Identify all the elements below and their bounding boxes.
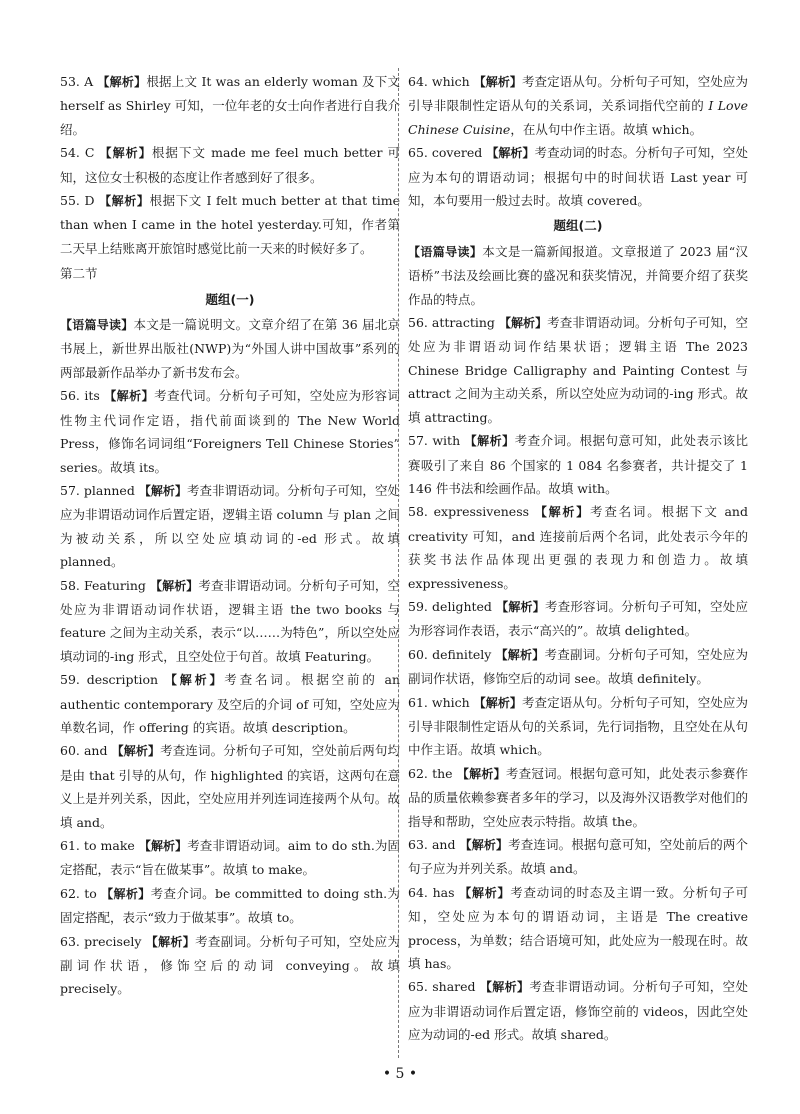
answer-number: 59. description <box>60 672 159 688</box>
answer-item <box>60 141 400 189</box>
left-answer-list-b <box>60 384 400 1001</box>
left-column <box>60 70 400 1001</box>
answer-number: 62. to <box>60 885 97 901</box>
analysis-tag: 【解析】 <box>104 389 155 404</box>
answer-item <box>408 833 748 881</box>
answer-item <box>60 479 400 574</box>
analysis-text: 考查介词。be committed to doing sth.为固定搭配，表示“致力于做某事”。故填 to。 <box>60 885 400 926</box>
analysis-italic-text: I Love Chinese Cuisine <box>408 98 748 137</box>
right-answer-list-a <box>408 70 748 212</box>
answer-item <box>60 930 400 1001</box>
answer-number: 59. delighted <box>408 598 492 614</box>
analysis-tag: 【解析】 <box>459 838 509 852</box>
answer-number: 53. A <box>60 74 94 89</box>
answer-number: 63. precisely <box>60 933 142 949</box>
answer-number: 61. to make <box>60 838 135 853</box>
answer-item <box>60 189 400 260</box>
analysis-text: 考查定语从句。分析句子可知，空处应为引导非限制性定语从句的关系词，关系词指代空前的 <box>408 74 748 114</box>
column-divider <box>398 68 399 1058</box>
analysis-tag: 【解析】 <box>459 885 511 900</box>
answer-item <box>408 975 748 1046</box>
analysis-tag: 【解析】 <box>149 578 199 593</box>
answer-item <box>60 882 400 930</box>
analysis-tag: 【解析】 <box>495 647 545 662</box>
analysis-tag: 【解析】 <box>496 599 545 614</box>
answer-number: 60. definitely <box>408 646 492 662</box>
answer-item <box>60 384 400 479</box>
analysis-tag: 【解析】 <box>138 483 187 498</box>
analysis-text: 考查形容词。分析句子可知，空处应为形容词作表语，表示“高兴的”。故填 delighted。 <box>408 598 748 639</box>
analysis-tag: 【解析】 <box>164 673 225 688</box>
analysis-text: 考查名词。根据下文 and creativity 可知，and 连接前后两个名词，此处表示今年的获奖书法作品体现出更强的表现力和创造力。故填 expressiveness。 <box>408 504 748 591</box>
answer-item <box>408 691 748 762</box>
analysis-text: 根据下文 I felt much better at that time than when I came in the hotel yesterday.可知，作者第二天早上结账离开旅馆时感觉比前一天来的时候好多了。 <box>60 193 400 256</box>
answer-number: 62. the <box>408 765 453 781</box>
answer-number: 57. planned <box>60 482 135 498</box>
left-answer-list-a <box>60 70 400 260</box>
answer-item <box>408 311 748 429</box>
analysis-tag: 【解析】 <box>473 75 522 89</box>
answer-number: 56. attracting <box>408 315 495 331</box>
analysis-text: 考查非谓语动词。aim to do sth.为固定搭配，表示“旨在做某事”。故填 to make。 <box>60 838 400 878</box>
analysis-tag: 【解析】 <box>99 194 150 209</box>
page-number: • 5 • <box>382 1066 418 1082</box>
reading-guide-tag: 【语篇导读】 <box>408 244 483 259</box>
analysis-text: 考查非谓语动词。分析句子可知，空处应为非谓语动词作后置定语，修饰空前的 videos，因此空处应为动词的-ed 形式。故填 shared。 <box>408 979 748 1043</box>
analysis-text: 考查连词。根据句意可知，空处前后的两个句子应为并列关系。故填 and。 <box>408 837 748 877</box>
reading-guide-text: 本文是一篇说明文。文章介绍了在第 36 届北京书展上，新世界出版社(NWP)为“外国人讲中国故事”系列的两部最新作品举办了新书发布会。 <box>60 317 400 380</box>
analysis-tag: 【解析】 <box>464 434 515 449</box>
analysis-text: 考查代词。分析句子可知，空处应为形容词性物主代词作定语，指代前面谈到的 The New World Press，修饰名词词组“Foreigners Tell Chinese Stories” series。故填 its。 <box>60 388 400 475</box>
analysis-text: 考查动词的时态及主谓一致。分析句子可知，空处应为本句的谓语动词，主语是 The creative process，为单数；结合语境可知，此处应为一般现在时。故填 has。 <box>408 884 748 972</box>
answer-item <box>60 668 400 739</box>
analysis-text: 考查非谓语动词。分析句子可知，空处应为非谓语动词作状语，逻辑主语 the two books 与 feature 之间为主动关系，表示“以……为特色”，所以空处应填动词的-ing 形式，且空处位于句首。故填 Featuring。 <box>60 577 400 664</box>
answer-number: 61. which <box>408 694 470 710</box>
answer-number: 58. expressiveness <box>408 504 530 520</box>
answer-number: 55. D <box>60 193 95 209</box>
answer-number: 65. shared <box>408 979 476 995</box>
section-label: 第二节 <box>60 266 98 282</box>
analysis-text: 考查非谓语动词。分析句子可知，空处应为非谓语动词作后置定语，逻辑主语 column 与 plan 之间为被动关系，所以空处应填动词的-ed 形式。故填 planned。 <box>60 482 400 570</box>
reading-guide-text: 本文是一篇新闻报道。文章报道了 2023 届“汉语桥”书法及绘画比赛的盛况和获奖情况，并简要介绍了获奖作品的特点。 <box>408 243 748 307</box>
analysis-text: 考查名词。根据空前的 an authentic contemporary 及空后的介词 of 可知，空处应为单数名词，作 offering 的宾语。故填 description。 <box>60 672 400 735</box>
answer-item <box>408 881 748 976</box>
analysis-text: 考查介词。根据句意可知，此处表示该比赛吸引了来自 86 个国家的 1 084 名参赛者，共计提交了 1 146 件书法和绘画作品。故填 with。 <box>408 433 748 496</box>
analysis-tag: 【解析】 <box>486 146 535 161</box>
right-answer-list-b <box>408 311 748 1047</box>
analysis-text: 考查副词。分析句子可知，空处应为副词作状语，修饰空后的动词 conveying。故填 precisely。 <box>60 933 400 997</box>
analysis-tag: 【解析】 <box>111 744 161 759</box>
analysis-text: 根据上文 It was an elderly woman 及下文 herself as Shirley 可知，一位年老的女士向作者进行自我介绍。 <box>60 74 400 137</box>
answer-item <box>60 834 400 882</box>
analysis-text: ，在从句中作主语。故填 which。 <box>510 121 703 137</box>
answer-number: 56. its <box>60 388 100 404</box>
analysis-tag: 【解析】 <box>479 980 530 995</box>
answer-number: 57. with <box>408 433 461 449</box>
answer-number: 64. has <box>408 884 455 900</box>
analysis-tag: 【解析】 <box>473 695 522 710</box>
analysis-text: 考查非谓语动词。分析句子可知，空处应为非谓语动词作结果状语；逻辑主语 The 2023 Chinese Bridge Calligraphy and Painting Contest 与 attract 之间为主动关系，所以空处应为动词的-ing 形式。故填 attracting。 <box>408 315 748 425</box>
analysis-text: 考查定语从句。分析句子可知，空处应为引导非限制性定语从句的关系词，先行词指物，且空处在从句中作主语。故填 which。 <box>408 694 748 758</box>
analysis-tag: 【解析】 <box>534 505 591 520</box>
reading-guide-one <box>60 313 400 384</box>
analysis-tag: 【解析】 <box>456 766 506 781</box>
answer-item <box>408 70 748 141</box>
answer-item <box>408 500 748 595</box>
answer-item <box>60 574 400 669</box>
answer-item <box>408 643 748 691</box>
analysis-text: 考查动词的时态。分析句子可知，空处应为本句的谓语动词；根据句中的时间状语 Last year 可知，本句要用一般过去时。故填 covered。 <box>408 145 748 209</box>
answer-number: 64. which <box>408 74 470 89</box>
answer-item <box>408 595 748 643</box>
answer-item <box>408 429 748 500</box>
analysis-text: 考查副词。分析句子可知，空处应为副词作状语，修饰空后的动词 see。故填 definitely。 <box>408 646 748 687</box>
analysis-tag: 【解析】 <box>138 839 188 853</box>
group-title-one: 题组(一) <box>205 291 255 307</box>
analysis-text: 根据下文 made me feel much better 可知，这位女士积极的态度让作者感到好了很多。 <box>60 145 400 185</box>
answer-number: 54. C <box>60 145 95 161</box>
analysis-tag: 【解析】 <box>145 934 196 949</box>
reading-guide-two <box>408 240 748 311</box>
right-column <box>408 70 748 1047</box>
answer-item <box>408 141 748 212</box>
analysis-tag: 【解析】 <box>101 886 151 901</box>
answer-number: 60. and <box>60 743 108 759</box>
answer-item <box>60 739 400 834</box>
answer-number: 65. covered <box>408 145 483 161</box>
answer-number: 58. Featuring <box>60 577 146 593</box>
group-title-two: 题组(二) <box>553 218 603 234</box>
answer-item <box>60 70 400 141</box>
analysis-text: 考查冠词。根据句意可知，此处表示参赛作品的质量依赖参赛者多年的学习，以及海外汉语教学对他们的指导和帮助，空处应表示特指。故填 the。 <box>408 765 748 829</box>
reading-guide-tag: 【语篇导读】 <box>60 318 134 333</box>
analysis-tag: 【解析】 <box>97 75 147 89</box>
analysis-tag: 【解析】 <box>99 146 152 161</box>
answer-item <box>408 762 748 833</box>
analysis-tag: 【解析】 <box>498 316 548 331</box>
analysis-text: 考查连词。分析句子可知，空处前后两句均是由 that 引导的从句，作 highlighted 的宾语，这两句在意义上是并列关系，因此，空处应用并列连词连接两个从句。故填 and。 <box>60 743 400 830</box>
answer-number: 63. and <box>408 837 456 852</box>
